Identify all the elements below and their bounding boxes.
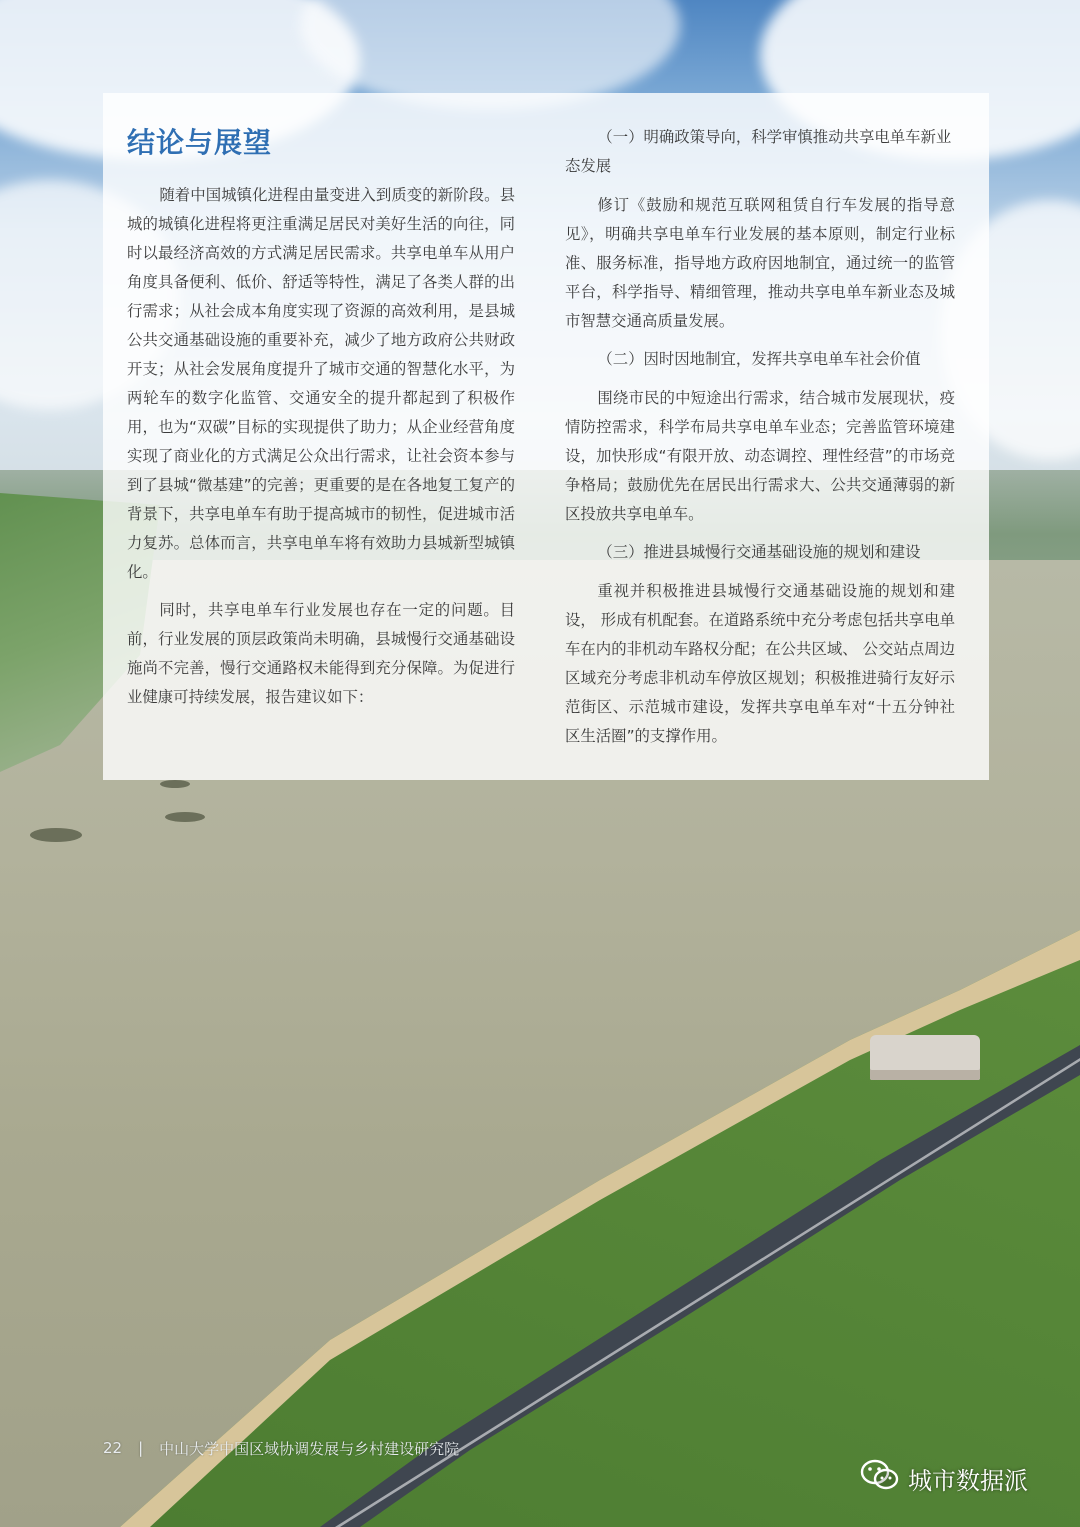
- paragraph: 随着中国城镇化进程由量变进入到质变的新阶段。县城的城镇化进程将更注重满足居民对美好生活的向往，同时以最经济高效的方式满足居民需求。共享电单车从用户角度具备便利、低价、舒适等特性，满足了各类人群的出行需求；从社会成本角度实现了资源的高效利用，是县城公共交通基础设施的重要补充，减少了地方政府公共财政开支；从社会发展角度提升了城市交通的智慧化水平，为两轮车的数字化监管、交通安全的提升都起到了积极作用，也为“双碳”目标的实现提供了助力；从企业经营角度实现了商业化的方式满足公众出行需求，让社会资本参与到了县城“微基建”的完善；更重要的是在各地复工复产的背景下，共享电单车有助于提高城市的韧性，促进城市活力复苏。总体而言，共享电单车将有效助力县城新型城镇化。: [127, 186, 515, 581]
- wechat-icon: [860, 1458, 900, 1498]
- page-footer: [103, 1436, 459, 1460]
- islet: [165, 812, 205, 822]
- riverside-building: [870, 1035, 980, 1080]
- text-panel: [103, 93, 989, 780]
- islet: [160, 780, 190, 788]
- paragraph: 同时，共享电单车行业发展也存在一定的问题。目前，行业发展的顶层政策尚未明确，县城慢行交通基础设施尚不完善，慢行交通路权未能得到充分保障。为促进行业健康可持续发展，报告建议如下：: [127, 601, 515, 706]
- page-number: 22: [103, 1439, 123, 1457]
- paragraph: 重视并积极推进县城慢行交通基础设施的规划和建设， 形成有机配套。在道路系统中充分考虑包括共享电单车在内的非机动车路权分配；在公共区域、 公交站点周边区域充分考虑非机动车停放区规划；积极推进骑行友好示范街区、示范城市建设，发挥共享电单车对“十五分钟社区生活圈”的支撑作用。: [565, 582, 955, 745]
- footer-separator: |: [138, 1439, 144, 1457]
- section-heading: （一）明确政策导向，科学审慎推动共享电单车新业态发展: [565, 128, 952, 175]
- right-column: [565, 123, 955, 760]
- page-title: 结论与展望: [127, 126, 273, 159]
- section-heading: （三）推进县城慢行交通基础设施的规划和建设: [597, 543, 921, 561]
- watermark: [860, 1458, 1028, 1498]
- publication-name: 中山大学中国区域协调发展与乡村建设研究院: [159, 1439, 460, 1458]
- watermark-text: 城市数据派: [908, 1466, 1028, 1495]
- section-heading: （二）因时因地制宜，发挥共享电单车社会价值: [597, 350, 921, 368]
- left-column: [127, 123, 515, 721]
- paragraph: 围绕市民的中短途出行需求，结合城市发展现状，疫情防控需求，科学布局共享电单车业态；完善监管环境建设，加快形成“有限开放、动态调控、理性经营”的市场竞争格局；鼓励优先在居民出行需求大、公共交通薄弱的新区投放共享电单车。: [565, 389, 955, 523]
- paragraph: 修订《鼓励和规范互联网租赁自行车发展的指导意见》，明确共享电单车行业发展的基本原则，制定行业标准、服务标准，指导地方政府因地制宜，通过统一的监管平台，科学指导、精细管理，推动共享电单车新业态及城市智慧交通高质量发展。: [565, 196, 955, 330]
- islet: [30, 828, 82, 842]
